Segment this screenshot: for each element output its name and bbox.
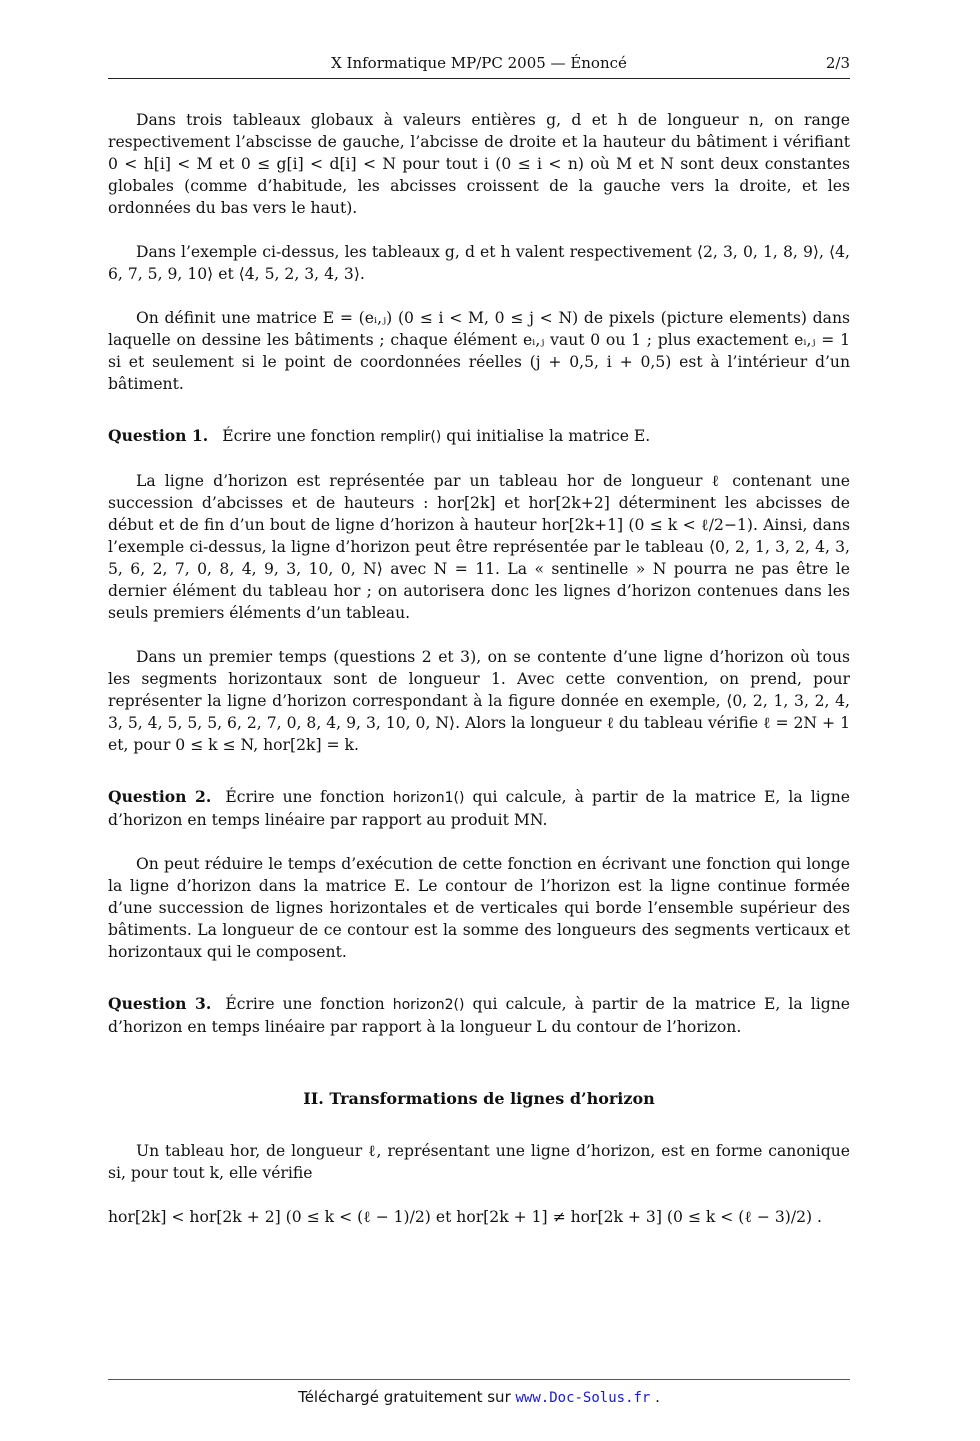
question-text: Écrire une fonction [225,788,393,806]
question-text: qui initialise la matrice E. [441,427,651,445]
question-3 [108,993,850,1038]
paragraph-contour: On peut réduire le temps d’exécution de cette fonction en écrivant une fonction qui longe la ligne d’horizon dans la matrice E. Le contour de l’horizon est la ligne continue formée d’une succession de lignes horizontales et de verticales qui borde l’ensemble supérieur des bâtiments. La longueur de ce contour est la somme des longueurs des segments verticaux et horizontaux qui le composent. [108,855,850,961]
paragraph-example-values: Dans l’exemple ci-dessus, les tableaux g, d et h valent respectivement ⟨2, 3, 0, 1, 8, 9⟩, ⟨4, 6, 7, 5, 9, 10⟩ et ⟨4, 5, 2, 3, 4, 3⟩. [108,243,850,283]
section-title: II. Transformations de lignes d’horizon [303,1089,655,1108]
footer-end: . [650,1388,660,1406]
function-name: remplir() [380,429,442,445]
page-header [108,48,850,79]
paragraph-canonical-form: Un tableau hor, de longueur ℓ, représentant une ligne d’horizon, est en forme canonique si, pour tout k, elle vérifie [108,1142,850,1182]
question-text: Écrire une fonction [225,995,393,1013]
paragraph-horizon-line: La ligne d’horizon est représentée par un tableau hor de longueur ℓ contenant une succession d’abcisses et de hauteurs : hor[2k] et hor[2k+2] déterminent les abcisses de début et de fin d’un bout de ligne d’horizon à hauteur hor[2k+1] (0 ≤ k < ℓ/2−1). Ainsi, dans l’exemple ci-dessus, la ligne d’horizon peut être représentée par le tableau ⟨0, 2, 1, 3, 2, 4, 3, 5, 6, 2, 7, 0, 8, 4, 9, 3, 10, 0, N⟩ avec N = 11. La « sentinelle » N pourra ne pas être le dernier élément du tableau hor ; on autorisera donc les lignes d’horizon contenues dans les seuls premiers éléments d’un tableau. [108,472,850,622]
page [108,48,850,1228]
footer-link[interactable]: www.Doc-Solus.fr [515,1390,651,1406]
question-text: Écrire une fonction [222,427,381,445]
question-2 [108,786,850,831]
question-text: qui calcule, à partir de la matrice E, la ligne d’horizon en temps linéaire par rapport au produit MN. [108,788,851,829]
question-label: Question 2. [108,787,212,806]
paragraph-unit-segments: Dans un premier temps (questions 2 et 3), on se contente d’une ligne d’horizon où tous les segments horizontaux sont de longueur 1. Avec cette convention, on prend, pour représenter la ligne d’horizon correspondant à la figure donnée en exemple, ⟨0, 2, 1, 3, 2, 4, 3, 5, 4, 5, 5, 5, 6, 2, 7, 0, 8, 4, 9, 3, 10, 0, N⟩. Alors la longueur ℓ du tableau vérifie ℓ = 2N + 1 et, pour 0 ≤ k ≤ N, hor[2k] = k. [108,648,850,754]
paragraph-matrix: On définit une matrice E = (eᵢ,ⱼ) (0 ≤ i < M, 0 ≤ j < N) de pixels (picture elements) dans laquelle on dessine les bâtiments ; chaque élément eᵢ,ⱼ vaut 0 ou 1 ; plus exactement eᵢ,ⱼ = 1 si et seulement si le point de coordonnées réelles (j + 0,5, i + 0,5) est à l’intérieur d’un bâtiment. [108,309,850,393]
page-number: 2/3 [825,54,850,72]
paragraph-arrays: Dans trois tableaux globaux à valeurs entières g, d et h de longueur n, on range respectivement l’abscisse de gauche, l’abcisse de droite et la hauteur du bâtiment i vérifiant 0 < h[i] < M et 0 ≤ g[i] < d[i] < N pour tout i (0 ≤ i < n) où M et N sont deux constantes globales (comme d’habitude, les abcisses croissent de la gauche vers la droite, et les ordonnées du bas vers le haut). [108,111,850,217]
function-name: horizon2() [392,997,465,1013]
canonical-formula: hor[2k] < hor[2k + 2] (0 ≤ k < (ℓ − 1)/2) et hor[2k + 1] ≠ hor[2k + 3] (0 ≤ k < (ℓ − 3)/2) . [108,1208,823,1226]
footer-text: Téléchargé gratuitement sur [298,1388,516,1406]
page-footer [108,1379,850,1406]
document-body [108,109,850,1228]
question-1 [108,425,850,448]
function-name: horizon1() [392,790,465,806]
question-text: qui calcule, à partir de la matrice E, la ligne d’horizon en temps linéaire par rapport à la longueur L du contour de l’horizon. [108,995,851,1036]
question-label: Question 3. [108,994,212,1013]
header-title: X Informatique MP/PC 2005 — Énoncé [331,54,627,72]
question-label: Question 1. [108,426,209,445]
